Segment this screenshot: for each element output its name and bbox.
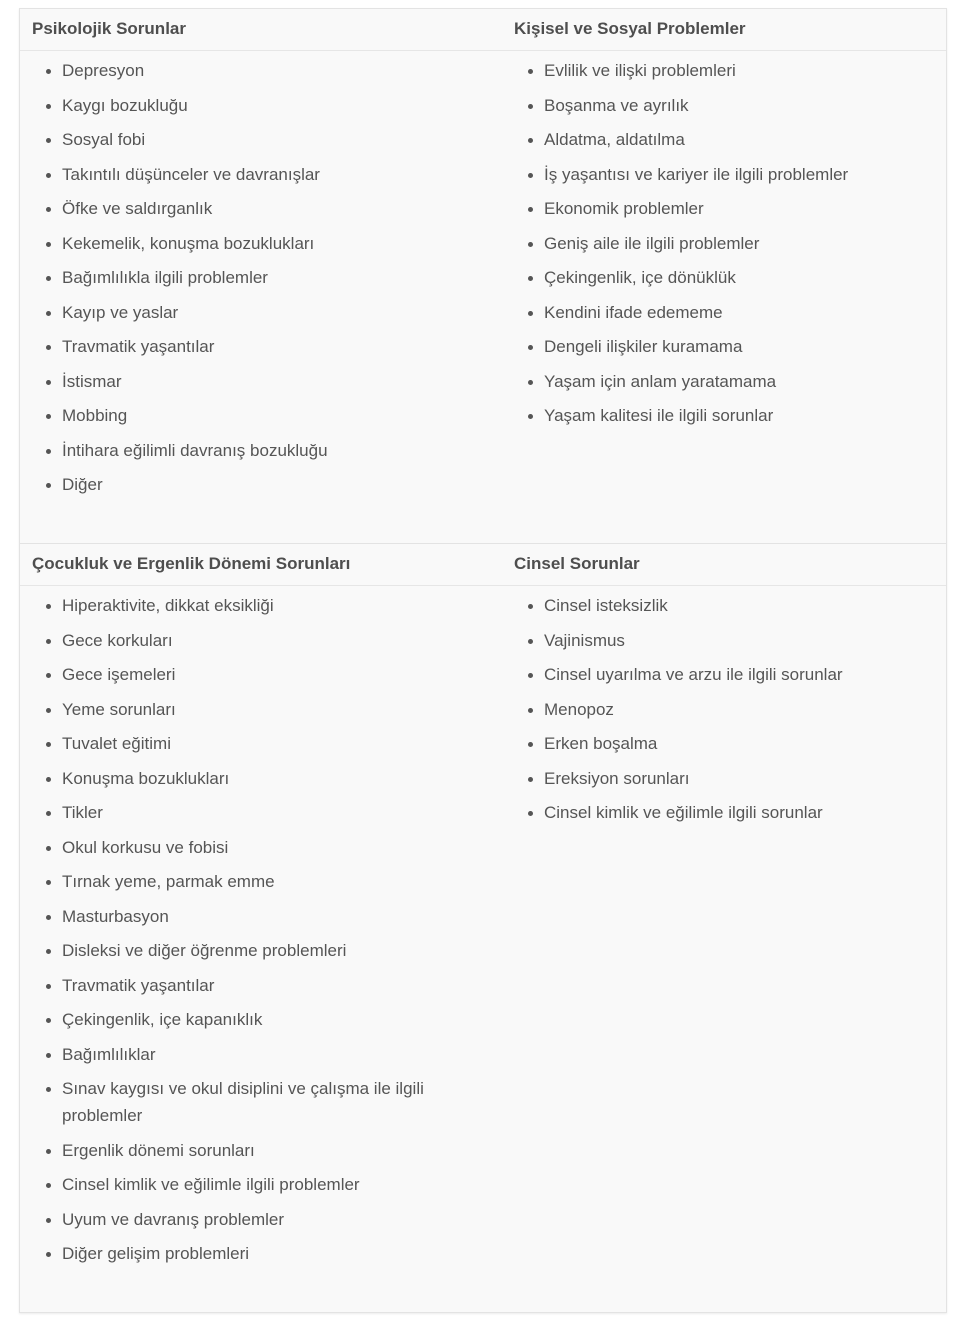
list-item: Gece korkuları [62, 627, 452, 654]
list-item: İş yaşantısı ve kariyer ile ilgili problemler [544, 161, 944, 188]
list-item: Tırnak yeme, parmak emme [62, 868, 452, 895]
section-row-1 [20, 9, 946, 544]
list-item: Aldatma, aldatılma [544, 126, 944, 153]
list-item: Yaşam kalitesi ile ilgili sorunlar [544, 402, 944, 429]
list-item: Kayıp ve yaslar [62, 299, 452, 326]
list-item: İntihara eğilimli davranış bozukluğu [62, 437, 452, 464]
list-item: Konuşma bozuklukları [62, 765, 452, 792]
item-list [502, 592, 944, 834]
section-title: Cinsel Sorunlar [514, 554, 640, 573]
list-item: Hiperaktivite, dikkat eksikliği [62, 592, 452, 619]
list-item: Cinsel uyarılma ve arzu ile ilgili sorunlar [544, 661, 944, 688]
list-item: Okul korkusu ve fobisi [62, 834, 452, 861]
list-item: Dengeli ilişkiler kuramama [544, 333, 944, 360]
problems-panel [19, 8, 947, 1313]
item-list [20, 592, 452, 1275]
list-item: Ereksiyon sorunları [544, 765, 944, 792]
section-header [20, 544, 502, 586]
section-header [502, 9, 946, 51]
list-item: Erken boşalma [544, 730, 944, 757]
list-item: Ekonomik problemler [544, 195, 944, 222]
list-item: Boşanma ve ayrılık [544, 92, 944, 119]
list-item: Ergenlik dönemi sorunları [62, 1137, 452, 1164]
list-item: Yaşam için anlam yaratamama [544, 368, 944, 395]
section-personal-social [502, 9, 946, 543]
list-item: Vajinismus [544, 627, 944, 654]
item-list [502, 57, 944, 437]
section-psychological [20, 9, 502, 543]
list-item: Yeme sorunları [62, 696, 452, 723]
list-item: Masturbasyon [62, 903, 452, 930]
list-item: Disleksi ve diğer öğrenme problemleri [62, 937, 452, 964]
section-header [502, 544, 946, 586]
list-item: İstismar [62, 368, 452, 395]
list-item: Çekingenlik, içe dönüklük [544, 264, 944, 291]
section-childhood-adolescence [20, 544, 502, 1312]
section-header [20, 9, 502, 51]
list-item: Bağımlılıklar [62, 1041, 452, 1068]
list-item: Kekemelik, konuşma bozuklukları [62, 230, 452, 257]
list-item: Bağımlılıkla ilgili problemler [62, 264, 452, 291]
list-item: Geniş aile ile ilgili problemler [544, 230, 944, 257]
list-item: Diğer [62, 471, 452, 498]
list-item: Öfke ve saldırganlık [62, 195, 452, 222]
list-item: Kendini ifade edememe [544, 299, 944, 326]
list-item: Mobbing [62, 402, 452, 429]
list-item: Travmatik yaşantılar [62, 333, 452, 360]
list-item: Çekingenlik, içe kapanıklık [62, 1006, 452, 1033]
list-item: Depresyon [62, 57, 452, 84]
section-title: Çocukluk ve Ergenlik Dönemi Sorunları [32, 554, 351, 573]
section-title: Psikolojik Sorunlar [32, 19, 186, 38]
list-item: Cinsel isteksizlik [544, 592, 944, 619]
list-item: Tikler [62, 799, 452, 826]
section-row-2 [20, 544, 946, 1312]
list-item: Uyum ve davranış problemler [62, 1206, 452, 1233]
list-item: Takıntılı düşünceler ve davranışlar [62, 161, 452, 188]
list-item: Sosyal fobi [62, 126, 452, 153]
list-item: Evlilik ve ilişki problemleri [544, 57, 944, 84]
list-item: Travmatik yaşantılar [62, 972, 452, 999]
list-item: Diğer gelişim problemleri [62, 1240, 452, 1267]
list-item: Kaygı bozukluğu [62, 92, 452, 119]
item-list [20, 57, 452, 506]
list-item: Cinsel kimlik ve eğilimle ilgili sorunlar [544, 799, 944, 826]
section-title: Kişisel ve Sosyal Problemler [514, 19, 746, 38]
list-item: Sınav kaygısı ve okul disiplini ve çalışma ile ilgili problemler [62, 1075, 452, 1129]
section-sexual [502, 544, 946, 1312]
list-item: Gece işemeleri [62, 661, 452, 688]
list-item: Tuvalet eğitimi [62, 730, 452, 757]
list-item: Cinsel kimlik ve eğilimle ilgili problemler [62, 1171, 452, 1198]
list-item: Menopoz [544, 696, 944, 723]
